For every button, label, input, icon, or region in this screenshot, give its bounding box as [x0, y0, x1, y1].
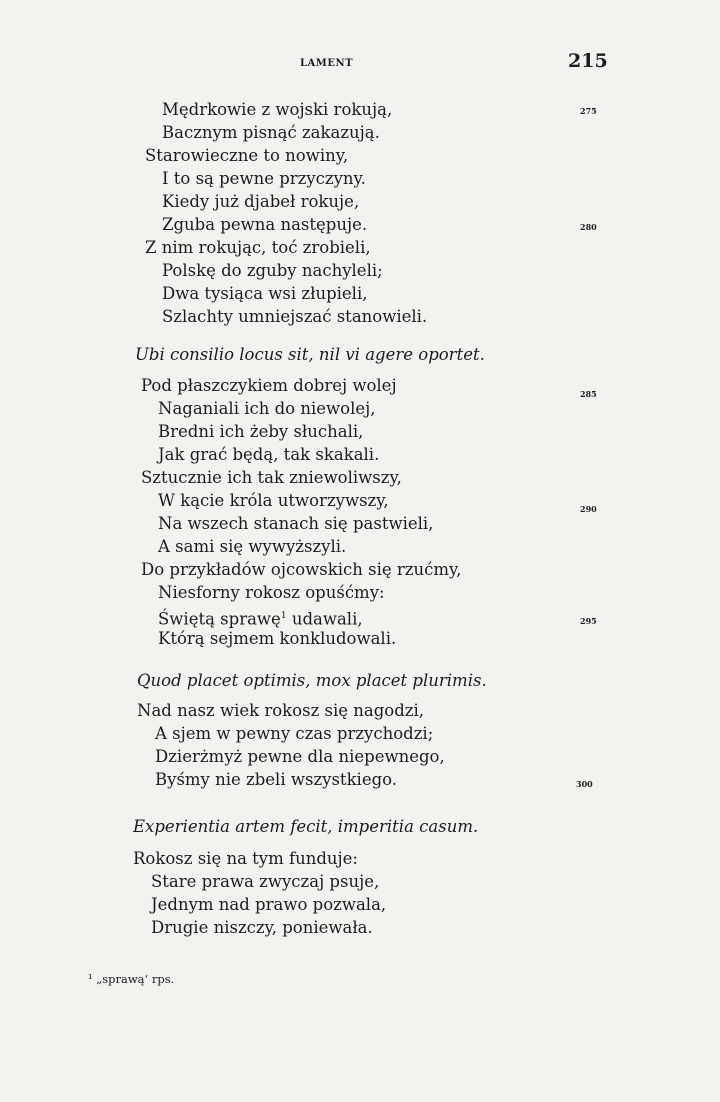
verse-line: Niesforny rokosz opuśćmy:: [158, 583, 385, 602]
line-number: 285: [580, 389, 597, 399]
running-title: LAMENT: [300, 58, 354, 69]
line-number: 280: [580, 222, 597, 232]
latin-motto: Ubi consilio locus sit, nil vi agere oportet.: [135, 345, 485, 364]
verse-line: Rokosz się na tym funduje:: [133, 849, 358, 868]
verse-line: W kącie króla utworzywszy,: [158, 491, 389, 510]
verse-line: Bacznym pisnąć zakazują.: [162, 123, 380, 142]
page-number: 215: [568, 50, 608, 72]
verse-line: A sami się wywyższyli.: [158, 537, 347, 556]
verse-line: Z nim rokując, toć zrobieli,: [145, 238, 371, 257]
verse-line: Zguba pewna następuje.: [162, 215, 368, 234]
latin-motto: Experientia artem fecit, imperitia casum.: [133, 817, 479, 836]
verse-line: I to są pewne przyczyny.: [162, 169, 366, 188]
verse-text: udawali,: [291, 609, 363, 629]
verse-line: Którą sejmem konkludowali.: [158, 629, 397, 648]
footnote: ¹ „sprawą‘ rps.: [88, 972, 175, 986]
verse-line: Do przykładów ojcowskich się rzućmy,: [141, 560, 462, 579]
verse-line: Bredni ich żeby słuchali,: [158, 422, 364, 441]
verse-line: A sjem w pewny czas przychodzi;: [155, 724, 434, 743]
line-number: 300: [576, 779, 593, 789]
line-number: 275: [580, 106, 597, 116]
verse-line: Dzierżmyż pewne dla niepewnego,: [155, 747, 445, 766]
footnote-marker: 1: [280, 611, 287, 621]
verse-line: Jednym nad prawo pozwala,: [151, 895, 387, 914]
verse-line: Starowieczne to nowiny,: [145, 146, 349, 165]
verse-line: Polskę do zguby nachyleli;: [162, 261, 383, 280]
verse-line: Kiedy już djabeł rokuje,: [162, 192, 360, 211]
verse-line: Byśmy nie zbeli wszystkiego.: [155, 770, 398, 789]
verse-line: Dwa tysiąca wsi złupieli,: [162, 284, 368, 303]
verse-line: Jak grać będą, tak skakali.: [158, 445, 380, 464]
verse-line: Sztucznie ich tak zniewoliwszy,: [141, 468, 402, 487]
verse-line: Szlachty umniejszać stanowieli.: [162, 307, 428, 326]
verse-line: Mędrkowie z wojski rokują,: [162, 100, 393, 119]
line-number: 295: [580, 616, 597, 626]
verse-line: Stare prawa zwyczaj psuje,: [151, 872, 380, 891]
verse-text: Świętą sprawę: [158, 609, 281, 629]
verse-line: Naganiali ich do niewolej,: [158, 399, 376, 418]
verse-line: Pod płaszczykiem dobrej wolej: [141, 376, 397, 395]
verse-line: Drugie niszczy, poniewała.: [151, 918, 373, 937]
verse-line: [158, 606, 363, 630]
verse-line: Na wszech stanach się pastwieli,: [158, 514, 434, 533]
latin-motto: Quod placet optimis, mox placet plurimis.: [137, 671, 487, 690]
line-number: 290: [580, 504, 597, 514]
verse-line: Nad nasz wiek rokosz się nagodzi,: [137, 701, 425, 720]
